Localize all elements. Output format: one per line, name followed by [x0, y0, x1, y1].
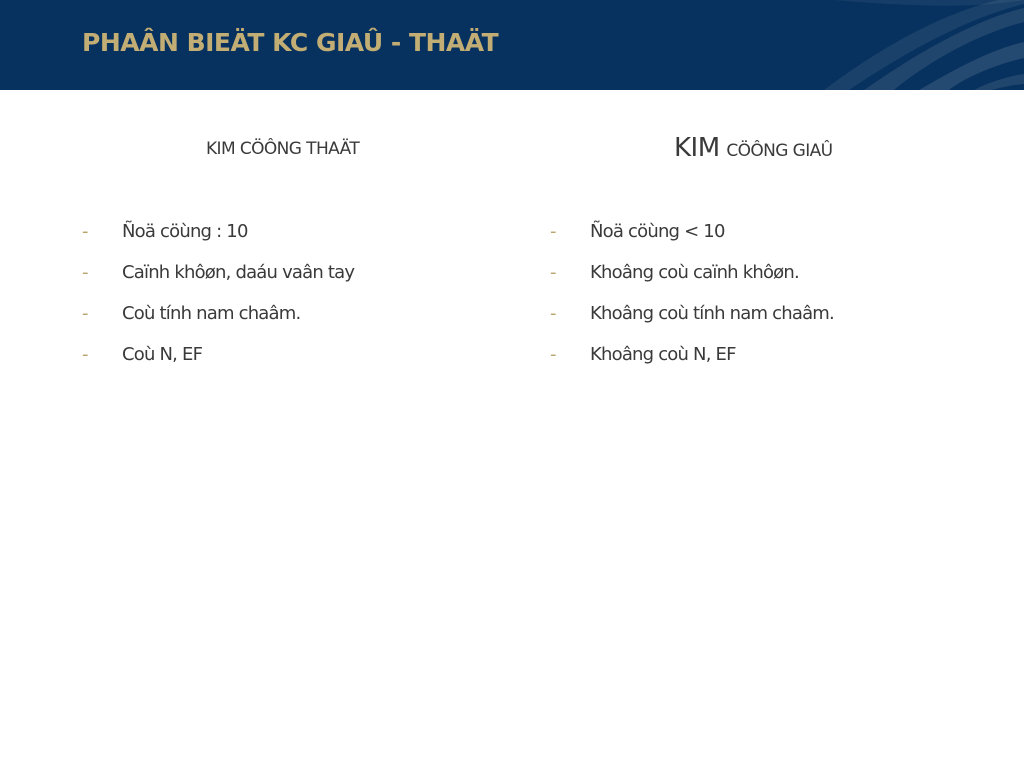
bullet-dash: -	[550, 221, 557, 242]
list-item-text: Khoâng coù N, EF	[590, 344, 736, 365]
decorative-swoosh	[824, 0, 1024, 90]
list-item-text: Ñoä cöùng < 10	[590, 221, 725, 242]
bullet-dash: -	[550, 303, 557, 324]
bullet-dash: -	[550, 344, 557, 365]
list-item	[82, 218, 502, 259]
list-item-text: Caïnh khôøn, daáu vaân tay	[122, 262, 355, 283]
list-item	[550, 218, 990, 259]
header-band	[0, 0, 1024, 90]
list-item-text: Khoâng coù tính nam chaâm.	[590, 303, 834, 324]
list-item	[550, 341, 990, 382]
list-item	[550, 259, 990, 300]
bullet-dash: -	[550, 262, 557, 283]
left-bullet-list	[82, 218, 502, 382]
bullet-dash: -	[82, 221, 89, 242]
right-column-heading-kim: KIM	[674, 133, 720, 163]
bullet-dash: -	[82, 303, 89, 324]
list-item	[82, 341, 502, 382]
list-item	[550, 300, 990, 341]
slide-title: PHAÂN BIEÄT KC GIAÛ - THAÄT	[82, 28, 499, 57]
list-item-text: Khoâng coù caïnh khôøn.	[590, 262, 799, 283]
list-item-text: Coù tính nam chaâm.	[122, 303, 301, 324]
list-item-text: Coù N, EF	[122, 344, 203, 365]
right-column-heading-rest: CÖÔNG GIAÛ	[726, 141, 833, 161]
bullet-dash: -	[82, 262, 89, 283]
list-item-text: Ñoä cöùng : 10	[122, 221, 248, 242]
right-column-heading	[674, 133, 833, 163]
list-item	[82, 300, 502, 341]
left-column-heading: KIM CÖÔNG THAÄT	[206, 139, 360, 159]
right-bullet-list	[550, 218, 990, 382]
bullet-dash: -	[82, 344, 89, 365]
list-item	[82, 259, 502, 300]
